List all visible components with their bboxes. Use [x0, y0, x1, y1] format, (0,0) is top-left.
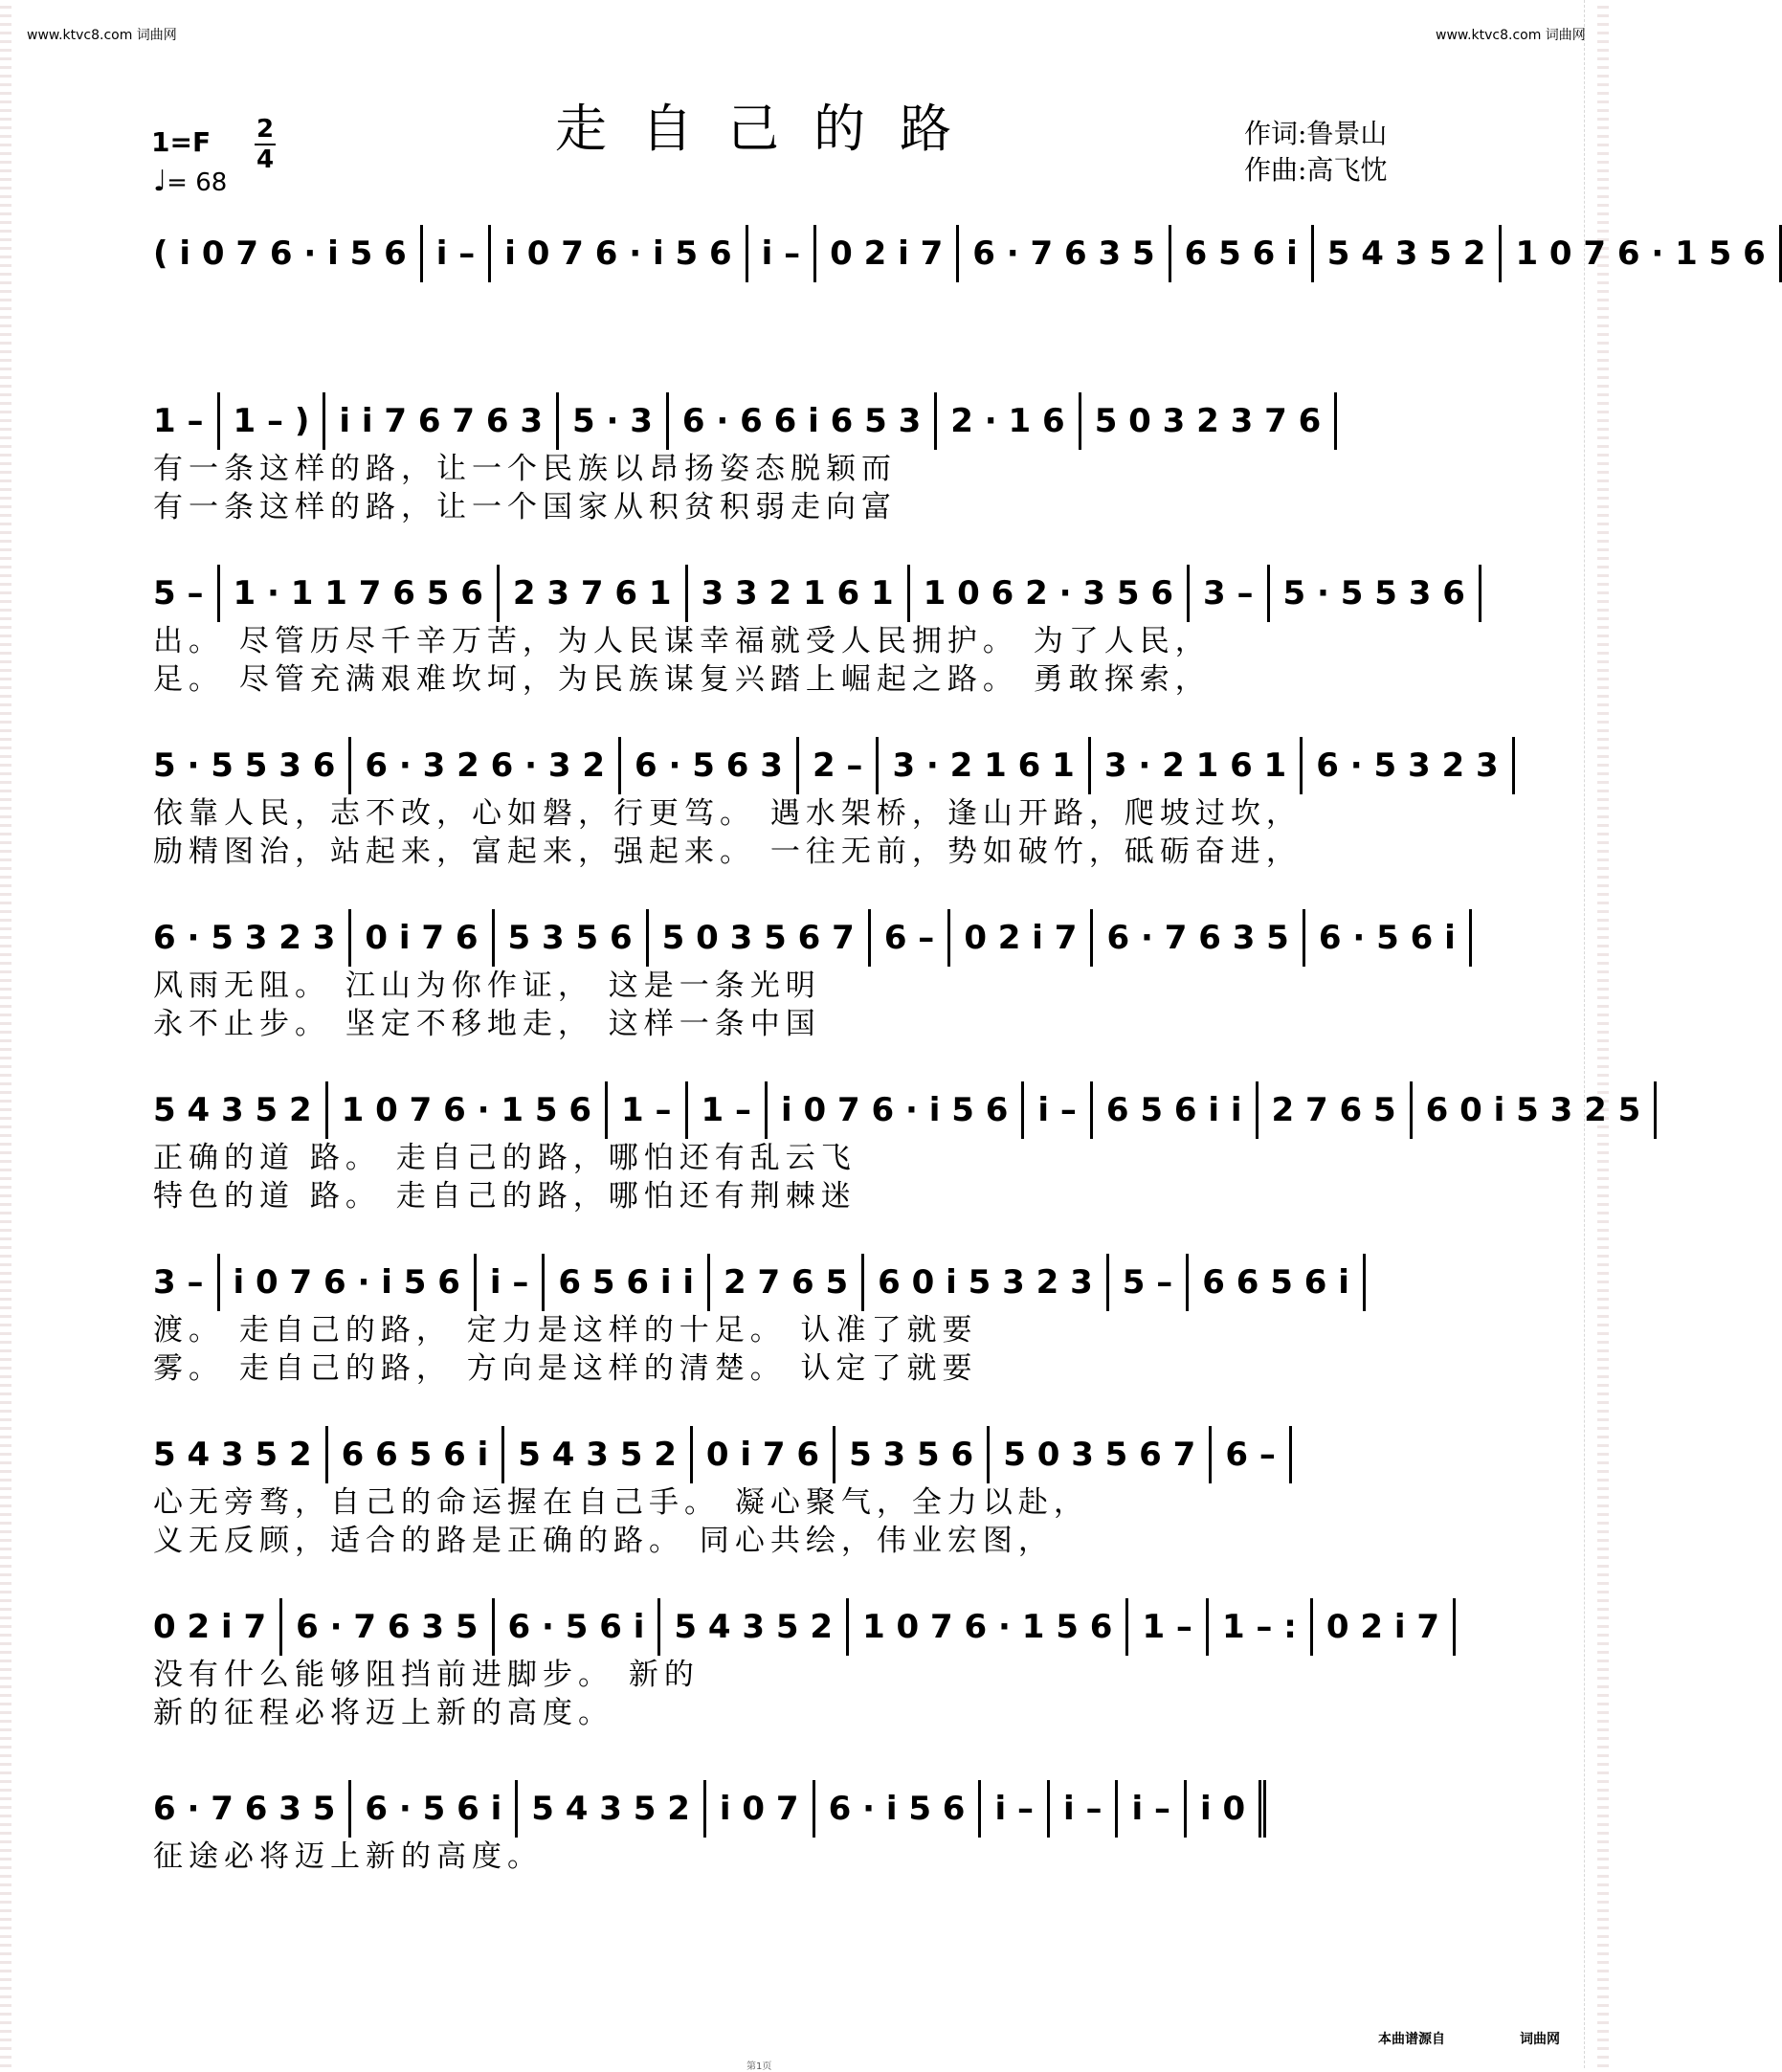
- measure: 5 · 5 5 3 6: [153, 746, 336, 785]
- staff-system: [153, 225, 1766, 282]
- measure: 3 3 2 1 6 1: [685, 565, 907, 622]
- measure: 5 4 3 5 2: [153, 1091, 312, 1129]
- measure: 6 5 6 i: [1169, 225, 1311, 282]
- lyricist-credit: 作词:鲁景山: [1244, 118, 1388, 149]
- left-border-decoration: [0, 0, 11, 2068]
- staff-system: [153, 909, 1456, 1043]
- measure: 6 · 7 6 3 5: [153, 1790, 336, 1828]
- measure: 5 3 5 6: [492, 909, 646, 967]
- notation-line: [153, 1081, 1641, 1139]
- measure: i 0 7 6 · i 5 6: [217, 1254, 474, 1311]
- measure: 5 4 3 5 2: [153, 1436, 312, 1474]
- notation-line: [153, 909, 1456, 967]
- staff-system: [153, 737, 1499, 871]
- lyric-line: 有一条这样的路，让一个民族以昂扬姿态脱颖而: [153, 452, 897, 486]
- staff-system: [153, 1426, 1426, 1560]
- notation-line: [153, 565, 1465, 622]
- footer-source: 本曲谱源自: [1378, 2032, 1445, 2047]
- lyric-line: 特色的道 路。 走自己的路，哪怕还有荆棘迷: [153, 1179, 857, 1214]
- measure: 6 6 5 6 i: [325, 1426, 502, 1483]
- staff-system: [153, 1081, 1641, 1215]
- measure: 6 6 5 6 i: [1186, 1254, 1366, 1311]
- measure: 6 · 5 3 2 3: [1300, 737, 1514, 794]
- lyric-line: 雾。 走自己的路， 方向是这样的清楚。 认定了就要: [153, 1351, 978, 1386]
- measure: i –: [978, 1780, 1047, 1838]
- measure: i i 7 6 7 6 3: [323, 392, 556, 450]
- measure: 0 i 7 6: [690, 1426, 833, 1483]
- measure: 0 2 i 7: [1310, 1598, 1456, 1656]
- measure: 0 2 i 7: [153, 1608, 267, 1646]
- measure: 3 · 2 1 6 1: [876, 737, 1087, 794]
- measure: 6 5 6 i i: [542, 1254, 707, 1311]
- measure: 3 · 2 1 6 1: [1088, 737, 1300, 794]
- lyric-line: 出。 尽管历尽千辛万苦，为人民谋幸福就受人民拥护。 为了人民，: [153, 624, 1211, 658]
- measure: 1 0 7 6 · 1 5 6: [1499, 225, 1781, 282]
- staff-system: [153, 392, 1426, 526]
- quarter-note-icon: ♩: [153, 165, 167, 198]
- lyric-line: 依靠人民，志不改，心如磐，行更笃。 遇水架桥，逢山开路，爬坡过坎，: [153, 796, 1302, 831]
- watermark-right: www.ktvc8.com 词曲网: [1436, 28, 1586, 43]
- lyric-line: 渡。 走自己的路， 定力是这样的十足。 认准了就要: [153, 1313, 978, 1348]
- measure: 6 –: [1209, 1426, 1292, 1483]
- footer-site: 词曲网: [1520, 2032, 1560, 2047]
- measure: i –: [420, 225, 489, 282]
- measure: 5 0 3 5 6 7: [987, 1426, 1209, 1483]
- time-signature-top: 2: [256, 115, 275, 144]
- measure: 2 7 6 5: [707, 1254, 861, 1311]
- measure: 1 0 6 2 · 3 5 6: [907, 565, 1187, 622]
- measure: 6 · 3 2 6 · 3 2: [348, 737, 618, 794]
- measure: 1 –: [153, 402, 204, 440]
- measure: 6 · 6 6 i 6 5 3: [666, 392, 934, 450]
- measure: ( i 0 7 6 · i 5 6: [153, 234, 407, 273]
- measure: 2 · 1 6: [934, 392, 1078, 450]
- measure: 6 · 7 6 3 5: [1090, 909, 1302, 967]
- measure: i 0 7 6 · i 5 6: [488, 225, 745, 282]
- measure: 6 · i 5 6: [813, 1780, 979, 1838]
- measure: 1 – ): [217, 392, 323, 450]
- composer-credit: 作曲:高飞忱: [1244, 154, 1388, 186]
- measure: i 0 7 6 · i 5 6: [765, 1081, 1021, 1139]
- lyric-line: 心无旁骛，自己的命运握在自己手。 凝心聚气，全力以赴，: [153, 1485, 1089, 1520]
- measure: i 0: [1184, 1780, 1266, 1838]
- notation-line: [153, 1780, 1426, 1838]
- measure: 5 0 3 2 3 7 6: [1079, 392, 1338, 450]
- measure: 1 – :: [1206, 1598, 1310, 1656]
- staff-system: [153, 1780, 1426, 1876]
- lyric-line: 没有什么能够阻挡前进脚步。 新的: [153, 1658, 700, 1692]
- measure: i –: [1115, 1780, 1184, 1838]
- notation-line: [153, 1254, 1426, 1311]
- measure: 5 4 3 5 2: [515, 1780, 703, 1838]
- time-signature-bottom: 4: [256, 145, 275, 174]
- notation-line: [153, 737, 1499, 794]
- lyric-line: 励精图治，站起来，富起来，强起来。 一往无前，势如破竹，砥砺奋进，: [153, 835, 1302, 869]
- lyric-line: 征途必将迈上新的高度。: [153, 1839, 543, 1874]
- measure: 5 3 5 6: [833, 1426, 987, 1483]
- measure: 1 –: [605, 1081, 685, 1139]
- measure: 6 0 i 5 3 2 5: [1410, 1081, 1658, 1139]
- lyric-line: 永不止步。 坚定不移地走， 这样一条中国: [153, 1007, 821, 1041]
- lyric-line: 新的征程必将迈上新的高度。: [153, 1696, 613, 1730]
- lyric-line: 足。 尽管充满艰难坎坷，为民族谋复兴踏上崛起之路。 勇敢探索，: [153, 662, 1211, 697]
- measure: 5 · 5 5 3 6: [1267, 565, 1481, 622]
- song-title: 走自己的路: [555, 99, 986, 159]
- measure: 6 5 6 i i: [1090, 1081, 1256, 1139]
- measure: 5 –: [153, 574, 204, 613]
- lyric-line: 义无反顾，适合的路是正确的路。 同心共绘，伟业宏图，: [153, 1524, 1054, 1558]
- measure: 6 · 5 6 i: [1303, 909, 1472, 967]
- measure: 2 3 7 6 1: [497, 565, 685, 622]
- measure: 2 –: [796, 737, 877, 794]
- measure: i 0 7: [703, 1780, 813, 1838]
- measure: 0 2 i 7: [947, 909, 1090, 967]
- lyric-line: 正确的道 路。 走自己的路，哪怕还有乱云飞: [153, 1141, 857, 1175]
- measure: 6 0 i 5 3 2 3: [861, 1254, 1106, 1311]
- measure: i –: [474, 1254, 543, 1311]
- measure: 6 · 5 3 2 3: [153, 919, 336, 957]
- measure: 5 –: [1106, 1254, 1187, 1311]
- tempo-marking: [153, 165, 227, 198]
- measure: 1 0 7 6 · 1 5 6: [846, 1598, 1125, 1656]
- measure: i –: [746, 225, 814, 282]
- measure: 5 4 3 5 2: [1311, 225, 1500, 282]
- measure: 2 7 6 5: [1256, 1081, 1410, 1139]
- watermark-left: www.ktvc8.com 词曲网: [27, 28, 177, 43]
- measure: 6 –: [868, 909, 948, 967]
- notation-line: [153, 1598, 1440, 1656]
- measure: i –: [1047, 1780, 1116, 1838]
- measure: 3 –: [1187, 565, 1267, 622]
- measure: 0 i 7 6: [348, 909, 491, 967]
- staff-system: [153, 1254, 1426, 1388]
- measure: 1 –: [685, 1081, 766, 1139]
- measure: 6 · 5 6 i: [348, 1780, 515, 1838]
- measure: 5 4 3 5 2: [657, 1598, 846, 1656]
- key-signature: 1=F: [151, 126, 212, 158]
- right-border-decoration: [1597, 0, 1609, 2068]
- measure: 1 0 7 6 · 1 5 6: [325, 1081, 605, 1139]
- tempo-value: = 68: [167, 168, 228, 197]
- measure: 5 · 3: [556, 392, 666, 450]
- measure: 0 2 i 7: [813, 225, 956, 282]
- measure: 6 · 5 6 3: [618, 737, 796, 794]
- lyric-line: 风雨无阻。 江山为你作证， 这是一条光明: [153, 969, 821, 1003]
- measure: 6 · 7 6 3 5: [956, 225, 1168, 282]
- measure: 3 –: [153, 1263, 204, 1302]
- measure: 6 · 7 6 3 5: [279, 1598, 491, 1656]
- page-margin-guide: [1584, 0, 1585, 2068]
- staff-system: [153, 565, 1465, 699]
- notation-line: [153, 225, 1766, 282]
- notation-line: [153, 392, 1426, 450]
- time-signature: [255, 115, 276, 174]
- measure: 1 · 1 1 7 6 5 6: [217, 565, 497, 622]
- page-number: 第1页: [746, 2061, 772, 2072]
- measure: 5 0 3 5 6 7: [646, 909, 868, 967]
- measure: 5 4 3 5 2: [501, 1426, 690, 1483]
- measure: 6 · 5 6 i: [492, 1598, 658, 1656]
- measure: 1 –: [1125, 1598, 1206, 1656]
- measure: i –: [1021, 1081, 1090, 1139]
- staff-system: [153, 1598, 1440, 1732]
- lyric-line: 有一条这样的路，让一个国家从积贫积弱走向富: [153, 490, 897, 524]
- notation-line: [153, 1426, 1426, 1483]
